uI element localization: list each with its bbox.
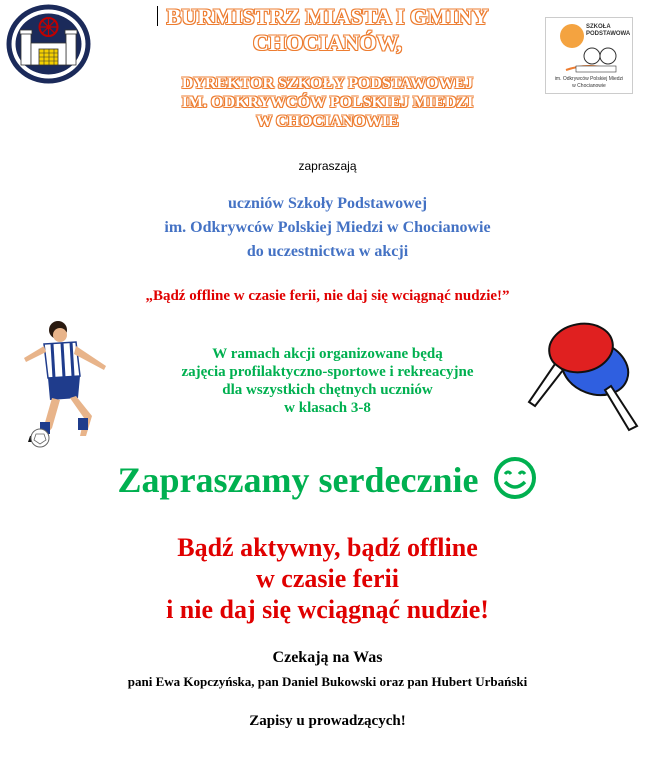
school-logo-caption-1: im. Odkrywców Polskiej Miedzi: [554, 76, 624, 82]
program-block: [0, 345, 655, 417]
program-line-4: w klasach 3-8: [284, 400, 371, 416]
motto-block: [0, 532, 655, 625]
school-logo-top-text-1: SZKOŁA: [586, 24, 611, 30]
school-logo-caption-2: w Chocianowie: [572, 83, 606, 89]
header-subtitle-line-1: DYREKTOR SZKOŁY PODSTAWOWEJ: [181, 75, 474, 92]
program-line-2: zajęcia profilaktyczno-sportowe i rekreacyjne: [181, 364, 474, 380]
program-line-3: dla wszystkich chętnych uczniów: [222, 382, 433, 398]
header-title-line-1: BURMISTRZ MIASTA I GMINY: [166, 4, 489, 29]
welcome-text: Zapraszamy serdecznie: [117, 460, 479, 500]
header-title-line-2: CHOCIANÓW,: [253, 30, 402, 55]
audience-line-1: uczniów Szkoły Podstawowej: [227, 195, 428, 212]
motto-line-2: w czasie ferii: [256, 564, 399, 593]
audience-line-2: im. Odkrywców Polskiej Miedzi w Chocianowie: [164, 219, 491, 236]
header-title: [0, 4, 655, 56]
smiley-icon: [493, 456, 537, 500]
slogan: „Bądź offline w czasie ferii, nie daj się wciągnąć nudzie!”: [145, 288, 510, 304]
school-logo-top-text-2: PODSTAWOWA: [586, 31, 631, 37]
program-line-1: W ramach akcji organizowane będą: [212, 346, 443, 362]
header-subtitle-line-3: W CHOCIANOWIE: [256, 113, 399, 130]
audience-line-3: do uczestnictwa w akcji: [246, 243, 409, 260]
motto-line-3: i nie daj się wciągnąć nudzie!: [166, 595, 489, 624]
hosts-heading: Czekają na Was: [272, 649, 383, 666]
header-subtitle-line-2: IM. ODKRYWCÓW POLSKIEJ MIEDZI: [181, 94, 474, 111]
header-subtitle: [0, 74, 655, 131]
registration-note: Zapisy u prowadzących!: [249, 713, 406, 729]
audience-block: [0, 192, 655, 264]
welcome-heading: [0, 456, 655, 502]
motto-line-1: Bądź aktywny, bądź offline: [177, 533, 478, 562]
hosts-names: pani Ewa Kopczyńska, pan Daniel Bukowski oraz pan Hubert Urbański: [127, 674, 528, 689]
invite-word: zapraszają: [298, 159, 357, 173]
